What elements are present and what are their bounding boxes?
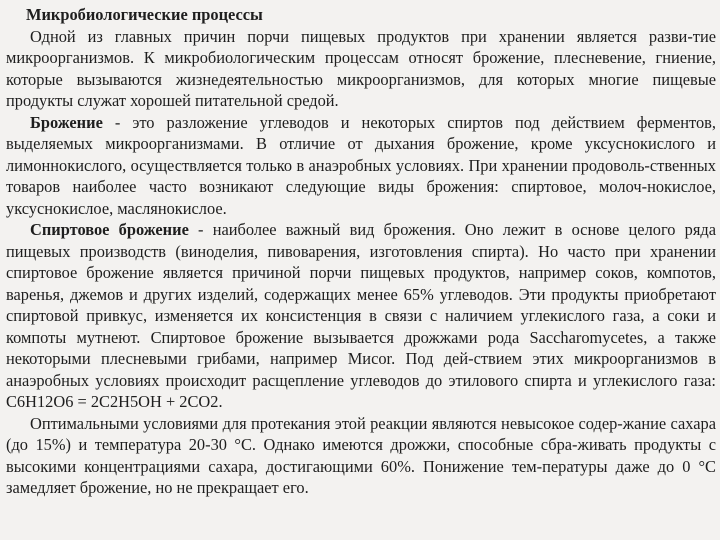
paragraph-alcoholic-fermentation (6, 219, 716, 413)
term-fermentation: Брожение (30, 112, 103, 132)
paragraph-text: Одной из главных причин порчи пищевых продуктов при хранении является разви-тие микроорганизмов. К микробиологическим процессам относят брожение, плесневение, гниение, которые вызываются жизнедеятельностью микроорганизмов, для которых многие пищевые продукты служат хорошей питательной средой. (6, 26, 716, 110)
document-title: Микробиологические процессы (26, 5, 263, 24)
paragraph-optimal-conditions (6, 413, 716, 499)
paragraph-text: - это разложение углеводов и некоторых спиртов под действием ферментов, выделяемых микроорганизмами. В отличие от дыхания брожение, кроме уксуснокислого и лимоннокислого, осуществляется только в анаэробных условиях. При хранении продоволь-ственных товаров наиболее часто возникают следующие виды брожения: спиртовое, молоч-нокислое, уксуснокислое, маслянокислое. (6, 112, 716, 218)
paragraph-fermentation-definition (6, 112, 716, 220)
paragraph-text: Оптимальными условиями для протекания этой реакции являются невысокое содер-жание сахара (до 15%) и температура 20-30 °С. Однако имеются дрожжи, способные сбра-живать продукты с высокими концентрациями сахара, достигающими 60%. Понижение тем-пературы даже до 0 °С замедляет брожение, но не прекращает его. (6, 413, 716, 497)
paragraph-spoilage-causes (6, 26, 716, 112)
term-alcoholic-fermentation: Спиртовое брожение (30, 220, 189, 239)
document-body (6, 4, 716, 499)
paragraph-text: - наиболее важный вид брожения. Оно лежит в основе целого ряда пищевых производств (виноделия, пивоварения, изготовления спирта). Но часто при хранении спиртовое брожение является причиной порчи пищевых продуктов, например соков, компотов, варенья, джемов и других изделий, содержащих менее 65% углеводов. Эти продукты приобретают спиртовой привкус, изменяется их консистенция в связи с наличием углекислого газа, а соки и компоты мутнеют. Спиртовое брожение вызывается дрожжами рода Saccharomycetes, а также некоторыми плесневыми грибами, например Мисоr. Под дей-ствием этих микроорганизмов в анаэробных условиях происходит расщепление углеводов до этилового спирта и углекислого газа: С6Н12О6 = 2С2Н5ОН + 2СО2. (6, 220, 716, 411)
